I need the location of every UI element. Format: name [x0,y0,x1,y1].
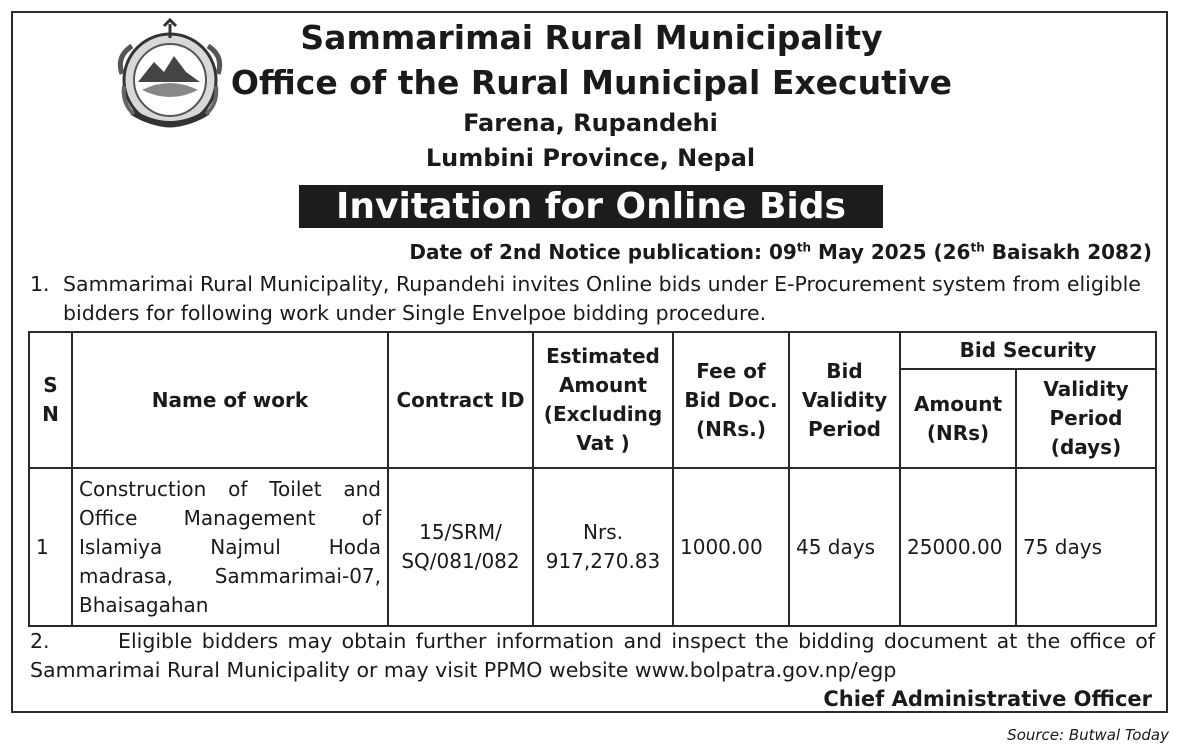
header-security-amount: Amount (NRs) [900,369,1016,468]
header-bid-security: Bid Security [900,332,1156,369]
notice-title: Invitation for Online Bids [299,185,883,228]
municipality-name: Sammarimai Rural Municipality [300,18,883,57]
header-estimated-amount: Estimated Amount (Excluding Vat ) [533,332,673,468]
clause-2-number: 2. [30,629,50,653]
header-contract-id: Contract ID [388,332,533,468]
clause-2 [30,627,1155,685]
header-name-of-work: Name of work [72,332,388,468]
notice-date-prefix: Date of 2nd Notice publication: 09 [409,240,797,264]
signatory-title: Chief Administrative Officer [823,687,1152,711]
row-security-validity: 75 days [1016,468,1156,626]
office-location: Farena, Rupandehi [463,109,718,137]
office-name: Office of the Rural Municipal Executive [230,63,953,102]
header-fee-of-bid-doc: Fee of Bid Doc. (NRs.) [673,332,789,468]
notice-date-suffix: Baisakh 2082) [984,240,1152,264]
notice-date [409,240,1152,264]
row-name-of-work: Construction of Toilet and Office Management of Islamiya Najmul Hoda madrasa, Sammarimai-07, Bhaisagahan [72,468,388,626]
notice-date-sup2: th [970,240,985,255]
clause-1-number: 1. [30,272,50,296]
row-bid-validity: 45 days [789,468,900,626]
clause-2-text: Eligible bidders may obtain further information and inspect the bidding document at the office of Sammarimai Rural Municipality or may visit PPMO website www.bolpatra.gov.np/egp [30,629,1155,682]
row-sn: 1 [29,468,72,626]
header-security-validity: Validity Period (days) [1016,369,1156,468]
bid-table [28,331,1157,627]
notice-date-sup1: th [796,240,812,255]
notice-date-middle: May 2025 (26 [811,240,971,264]
row-contract-id: 15/SRM/ SQ/081/082 [388,468,533,626]
table-row [29,468,1156,626]
office-province: Lumbini Province, Nepal [425,144,756,172]
clause-1 [30,270,1155,328]
clause-1-text: Sammarimai Rural Municipality, Rupandehi invites Online bids under E-Procurement system from eligible bidders for following work under Single Envelpoe bidding procedure. [63,272,1141,325]
row-security-amount: 25000.00 [900,468,1016,626]
source-credit: Source: Butwal Today [1007,726,1169,744]
header-sn: S N [29,332,72,468]
header-bid-validity: Bid Validity Period [789,332,900,468]
row-fee: 1000.00 [673,468,789,626]
row-estimated-amount: Nrs. 917,270.83 [533,468,673,626]
